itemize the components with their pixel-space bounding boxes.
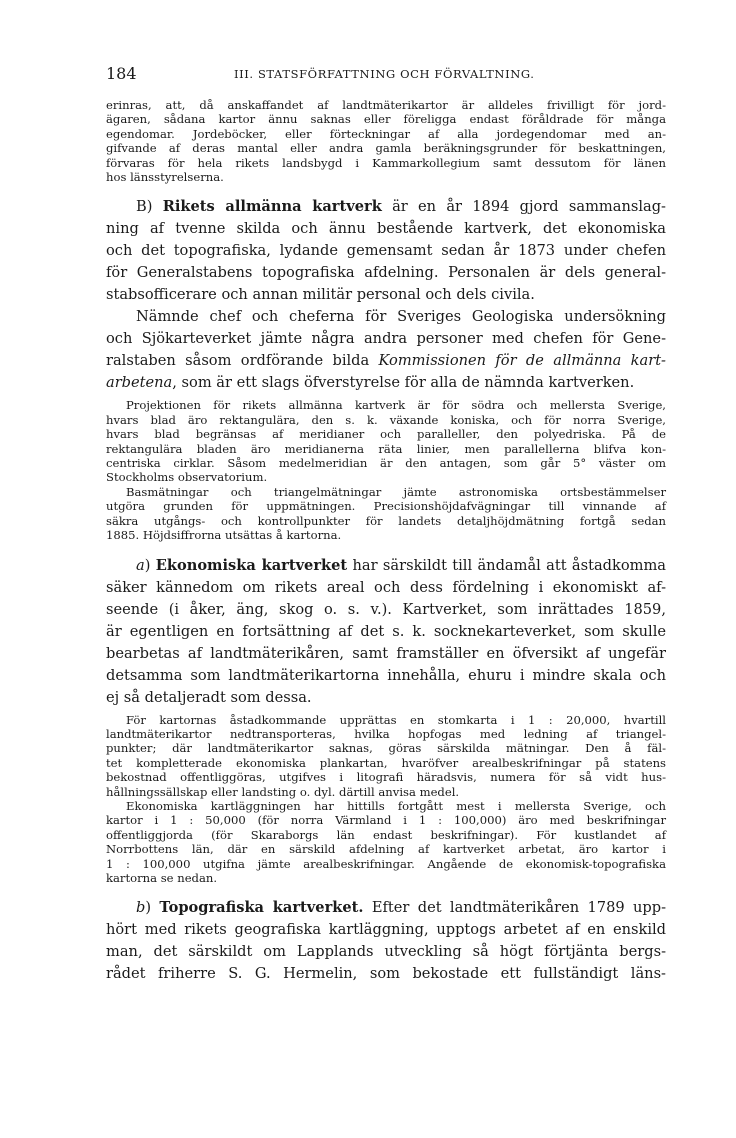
text-line: förvaras för hela rikets landsbygd i Kammarkollegium samt dessutom för länen [106, 155, 666, 170]
italic-text: arbetena [106, 374, 173, 392]
text-line: rektangulära bladen äro meridianerna räta linier, men parallellerna blifva kon- [106, 441, 666, 456]
text-line: tet kompletterade ekonomiska plankartan, hvaröfver arealbeskrifningar på statens [106, 755, 666, 770]
text-line: kartorna se nedan. [106, 870, 218, 885]
italic-text: a [136, 556, 145, 574]
text-line: bekostnad offentliggöras, utgifves i litografi häradsvis, numera för så vidt hus- [106, 770, 666, 785]
text-line: ej så detaljeradt som dessa. [106, 688, 312, 706]
text-line: man, det särskildt om Lapplands utveckling så högt förtjänta bergs- [106, 943, 666, 961]
paragraph-gap [106, 885, 666, 897]
text-line: hvars blad begränsas af meridianer och paralleller, den polyedriska. På de [106, 427, 666, 442]
text-line: Projektionen för rikets allmänna kartverk är för södra och mellersta Sverige, [126, 398, 666, 413]
text-line: Stockholms observatorium. [106, 470, 268, 485]
text-run: B) [136, 198, 163, 216]
paragraph [106, 306, 666, 394]
paragraph [106, 799, 666, 885]
paragraph-gap [106, 184, 666, 196]
text-line: Norrbottens län, där en särskild afdelning af kartverket arbetat, äro kartor i [106, 842, 666, 857]
text-line: Nämnde chef och cheferna för Sveriges Geologiska undersökning [136, 308, 666, 326]
paragraph [106, 485, 666, 543]
page-header [106, 64, 666, 84]
paragraph [106, 897, 666, 985]
text-line: hos länsstyrelserna. [106, 170, 224, 185]
bold-heading: Rikets allmänna kartverk [162, 198, 382, 216]
text-line: ning af tvenne skilda och ännu bestående kartverk, det ekonomiska [106, 220, 666, 238]
text-line: Basmätningar och triangelmätningar jämte astronomiska ortsbestämmelser [126, 484, 666, 499]
bold-heading: Ekonomiska kartverket [155, 556, 348, 574]
text-line: Ekonomiska kartläggningen har hittills fortgått mest i mellersta Sverige, och [126, 798, 666, 813]
text-line: landtmäterikartor nedtransporteras, hvilka hopfogas med ledning af triangel- [106, 726, 666, 741]
text-run: , som är ett slags öfverstyrelse för alla de nämnda kartverken. [172, 374, 635, 392]
text-line: hållningssällskap eller landsting o. dyl. därtill anvisa medel. [106, 784, 460, 799]
text-line: ägaren, sådana kartor ännu saknas eller föreligga endast föråldrade för många [106, 112, 666, 127]
text-line [106, 372, 666, 394]
text-line: 1885. Höjdsiffrorna utsättas å kartorna. [106, 528, 342, 543]
bold-heading: Topografiska kartverket. [159, 899, 364, 917]
text-run: har särskildt till ändamål att åstadkomma [347, 556, 666, 574]
text-run: är en år 1894 gjord sammanslag- [381, 198, 666, 216]
page-body [106, 98, 666, 985]
text-line: egendomar. Jordeböcker, eller förteckningar af alla jordegendomar med an- [106, 126, 666, 141]
text-line: kartor i 1 : 50,000 (för norra Värmland i 1 : 100,000) äro med beskrifningar [106, 813, 666, 828]
text-line: gifvande af deras mantal eller andra gamla beräkningsgrunder för beskattningen, [106, 141, 666, 156]
text-line [106, 196, 666, 218]
text-line [106, 350, 666, 372]
text-line: och det topografiska, lydande gemensamt sedan år 1873 under chefen [106, 242, 666, 260]
text-line: säker kännedom om rikets areal och dess fördelning i ekonomiskt af- [106, 578, 666, 596]
text-line: rådet friherre S. G. Hermelin, som bekostade ett fullständigt läns- [106, 965, 666, 983]
text-line: stabsofficerare och annan militär personal och dels civila. [106, 286, 535, 304]
text-line [106, 897, 666, 919]
text-run: ralstaben såsom ordförande bilda [106, 352, 379, 370]
paragraph [106, 398, 666, 484]
page-number: 184 [106, 64, 137, 83]
text-run: Efter det landtmäterikåren 1789 upp- [363, 899, 667, 917]
paragraph [106, 713, 666, 799]
text-line: utgöra grunden för uppmätningen. Precisionshöjdafvägningar till vinnande af [106, 499, 666, 514]
text-line: offentliggjorda (för Skaraborgs län endast beskrifningar). För kustlandet af [106, 827, 666, 842]
paragraph-gap [106, 543, 666, 555]
text-run: ) [145, 899, 160, 917]
text-line: punkter; där landtmäterikartor saknas, göras särskilda mätningar. Den å fäl- [106, 741, 666, 756]
text-line: erinras, att, då anskaffandet af landtmäterikartor är alldeles frivilligt för jord- [106, 98, 666, 112]
paragraph [106, 196, 666, 306]
text-line: hvars blad äro rektangulära, den s. k. växande koniska, och för norra Sverige, [106, 412, 666, 427]
text-line: detsamma som landtmäterikartorna innehålla, ehuru i mindre skala och [106, 666, 666, 684]
italic-text: b [136, 899, 146, 917]
text-line: seende (i åker, äng, skog o. s. v.). Kartverket, som inrättades 1859, [106, 600, 666, 618]
paragraph [106, 555, 666, 709]
text-line: hört med rikets geografiska kartläggning, upptogs arbetet af en enskild [106, 921, 666, 939]
text-line: är egentligen en fortsättning af det s. k. socknekarteverket, som skulle [106, 622, 666, 640]
text-line: 1 : 100,000 utgifna jämte arealbeskrifningar. Angående de ekonomisk-topografiska [106, 856, 666, 871]
running-title: III. STATSFÖRFATTNING OCH FÖRVALTNING. [234, 67, 535, 81]
text-line [106, 555, 666, 577]
italic-text: Kommissionen för de allmänna kart- [378, 352, 666, 370]
text-line: bearbetas af landtmäterikåren, samt framställer en öfversikt af ungefär [106, 644, 666, 662]
text-line: säkra utgångs- och kontrollpunkter för landets detaljhöjdmätning fortgå sedan [106, 513, 666, 528]
text-line: och Sjökarteverket jämte några andra personer med chefen för Gene- [106, 330, 666, 348]
paragraph [106, 98, 666, 184]
text-line: för Generalstabens topografiska afdelning. Personalen är dels general- [106, 264, 666, 282]
text-line: centriska cirklar. Såsom medelmeridian är den antagen, som går 5° väster om [106, 456, 666, 471]
text-line: För kartornas åstadkommande upprättas en stomkarta i 1 : 20,000, hvartill [126, 712, 666, 727]
text-run: ) [144, 556, 156, 574]
